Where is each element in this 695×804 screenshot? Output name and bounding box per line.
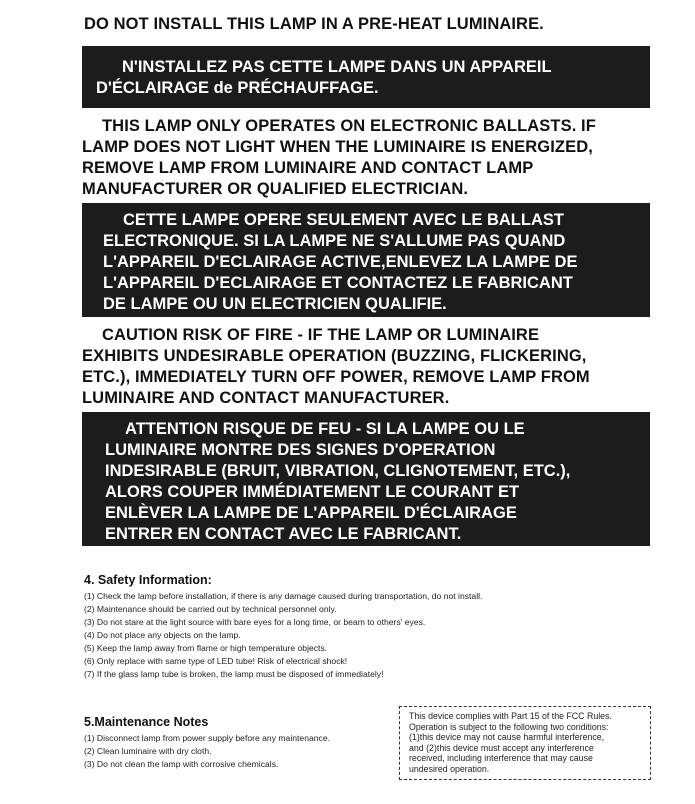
safety-title: 4. Safety Information: [84,573,212,587]
warning-line: L'APPAREIL D'ECLAIRAGE ACTIVE,ENLEVEZ LA LAMPE DE [103,253,578,271]
warning-line: INDESIRABLE (BRUIT, VIBRATION, CLIGNOTEMENT, ETC.), [105,462,571,480]
list-item: (3) Do not clean the lamp with corrosive chemicals. [84,759,279,769]
warning-fire-fr-bar [82,412,650,546]
list-item: (1) Check the lamp before installation, if there is any damage caused during transportation, do not install. [84,591,483,601]
warning-line: D'ÉCLAIRAGE de PRÉCHAUFFAGE. [96,79,379,97]
list-item: (5) Keep the lamp away from flame or high temperature objects. [84,643,328,653]
warning-line: ELECTRONIQUE. SI LA LAMPE NE S'ALLUME PAS QUAND [103,232,566,250]
warning-line: ENTRER EN CONTACT AVEC LE FABRICANT. [105,525,462,543]
fcc-line: (1)this device may not cause harmful interference, [409,732,605,742]
maintenance-list [84,732,330,771]
fcc-line: and (2)this device must accept any interference [409,742,594,753]
warning-line: THIS LAMP ONLY OPERATES ON ELECTRONIC BALLASTS. IF [102,117,596,135]
list-item: (3) Do not stare at the light source with bare eyes for a long time, or beam to others' eyes. [84,617,426,627]
warning-line: ATTENTION RISQUE DE FEU - SI LA LAMPE OU LE [125,420,525,438]
warning-line: EXHIBITS UNDESIRABLE OPERATION (BUZZING, FLICKERING, [82,347,587,365]
warning-line: ALORS COUPER IMMÉDIATEMENT LE COURANT ET [105,483,520,501]
warning-ballast-fr-bar [82,203,650,317]
warning-line: REMOVE LAMP FROM LUMINAIRE AND CONTACT LAMP [82,159,534,177]
list-item: (2) Maintenance should be carried out by technical personnel only. [84,604,337,614]
warning-fire-en [82,325,590,409]
warning-line: L'APPAREIL D'ECLAIRAGE ET CONTACTEZ LE FABRICANT [103,274,573,292]
warning-line: DO NOT INSTALL THIS LAMP IN A PRE-HEAT LUMINAIRE. [84,15,544,33]
warning-line: CAUTION RISK OF FIRE - IF THE LAMP OR LUMINAIRE [102,326,540,344]
fcc-line: undesired operation. [409,763,490,774]
warning-line: LUMINAIRE MONTRE DES SIGNES D'OPERATION [105,441,496,459]
fcc-line: received, including interference that may cause [409,753,593,763]
list-item: (1) Disconnect lamp from power supply before any maintenance. [84,733,330,743]
warning-line: LAMP DOES NOT LIGHT WHEN THE LUMINAIRE IS ENERGIZED, [82,138,593,156]
warning-line: LUMINAIRE AND CONTACT MANUFACTURER. [82,389,450,407]
fcc-line: This device complies with Part 15 of the FCC Rules. [409,711,612,721]
safety-list [84,590,482,681]
list-item: (7) If the glass lamp tube is broken, the lamp must be disposed of immediately! [84,669,384,679]
list-item: (4) Do not place any objects on the lamp. [84,630,241,640]
warning-line: N'INSTALLEZ PAS CETTE LAMPE DANS UN APPAREIL [122,58,552,76]
warning-line: DE LAMPE OU UN ELECTRICIEN QUALIFIE. [103,295,447,313]
warning-preheat-en [84,14,544,35]
warning-line: CETTE LAMPE OPERE SEULEMENT AVEC LE BALLAST [123,211,564,229]
list-item: (6) Only replace with same type of LED tube! Risk of electrical shock! [84,656,348,666]
list-item: (2) Clean luminaire with dry cloth. [84,746,212,756]
warning-line: ENLÈVER LA LAMPE DE L'APPAREIL D'ÉCLAIRAGE [105,504,517,522]
maintenance-title: 5.Maintenance Notes [84,715,209,729]
warning-line: MANUFACTURER OR QUALIFIED ELECTRICIAN. [82,180,469,198]
warning-preheat-fr-bar [82,46,650,108]
fcc-notice-box [399,706,651,780]
fcc-line: Operation is subject to the following two conditions: [409,721,609,732]
warning-ballast-en [82,116,596,200]
warning-line: ETC.), IMMEDIATELY TURN OFF POWER, REMOVE LAMP FROM [82,368,590,386]
